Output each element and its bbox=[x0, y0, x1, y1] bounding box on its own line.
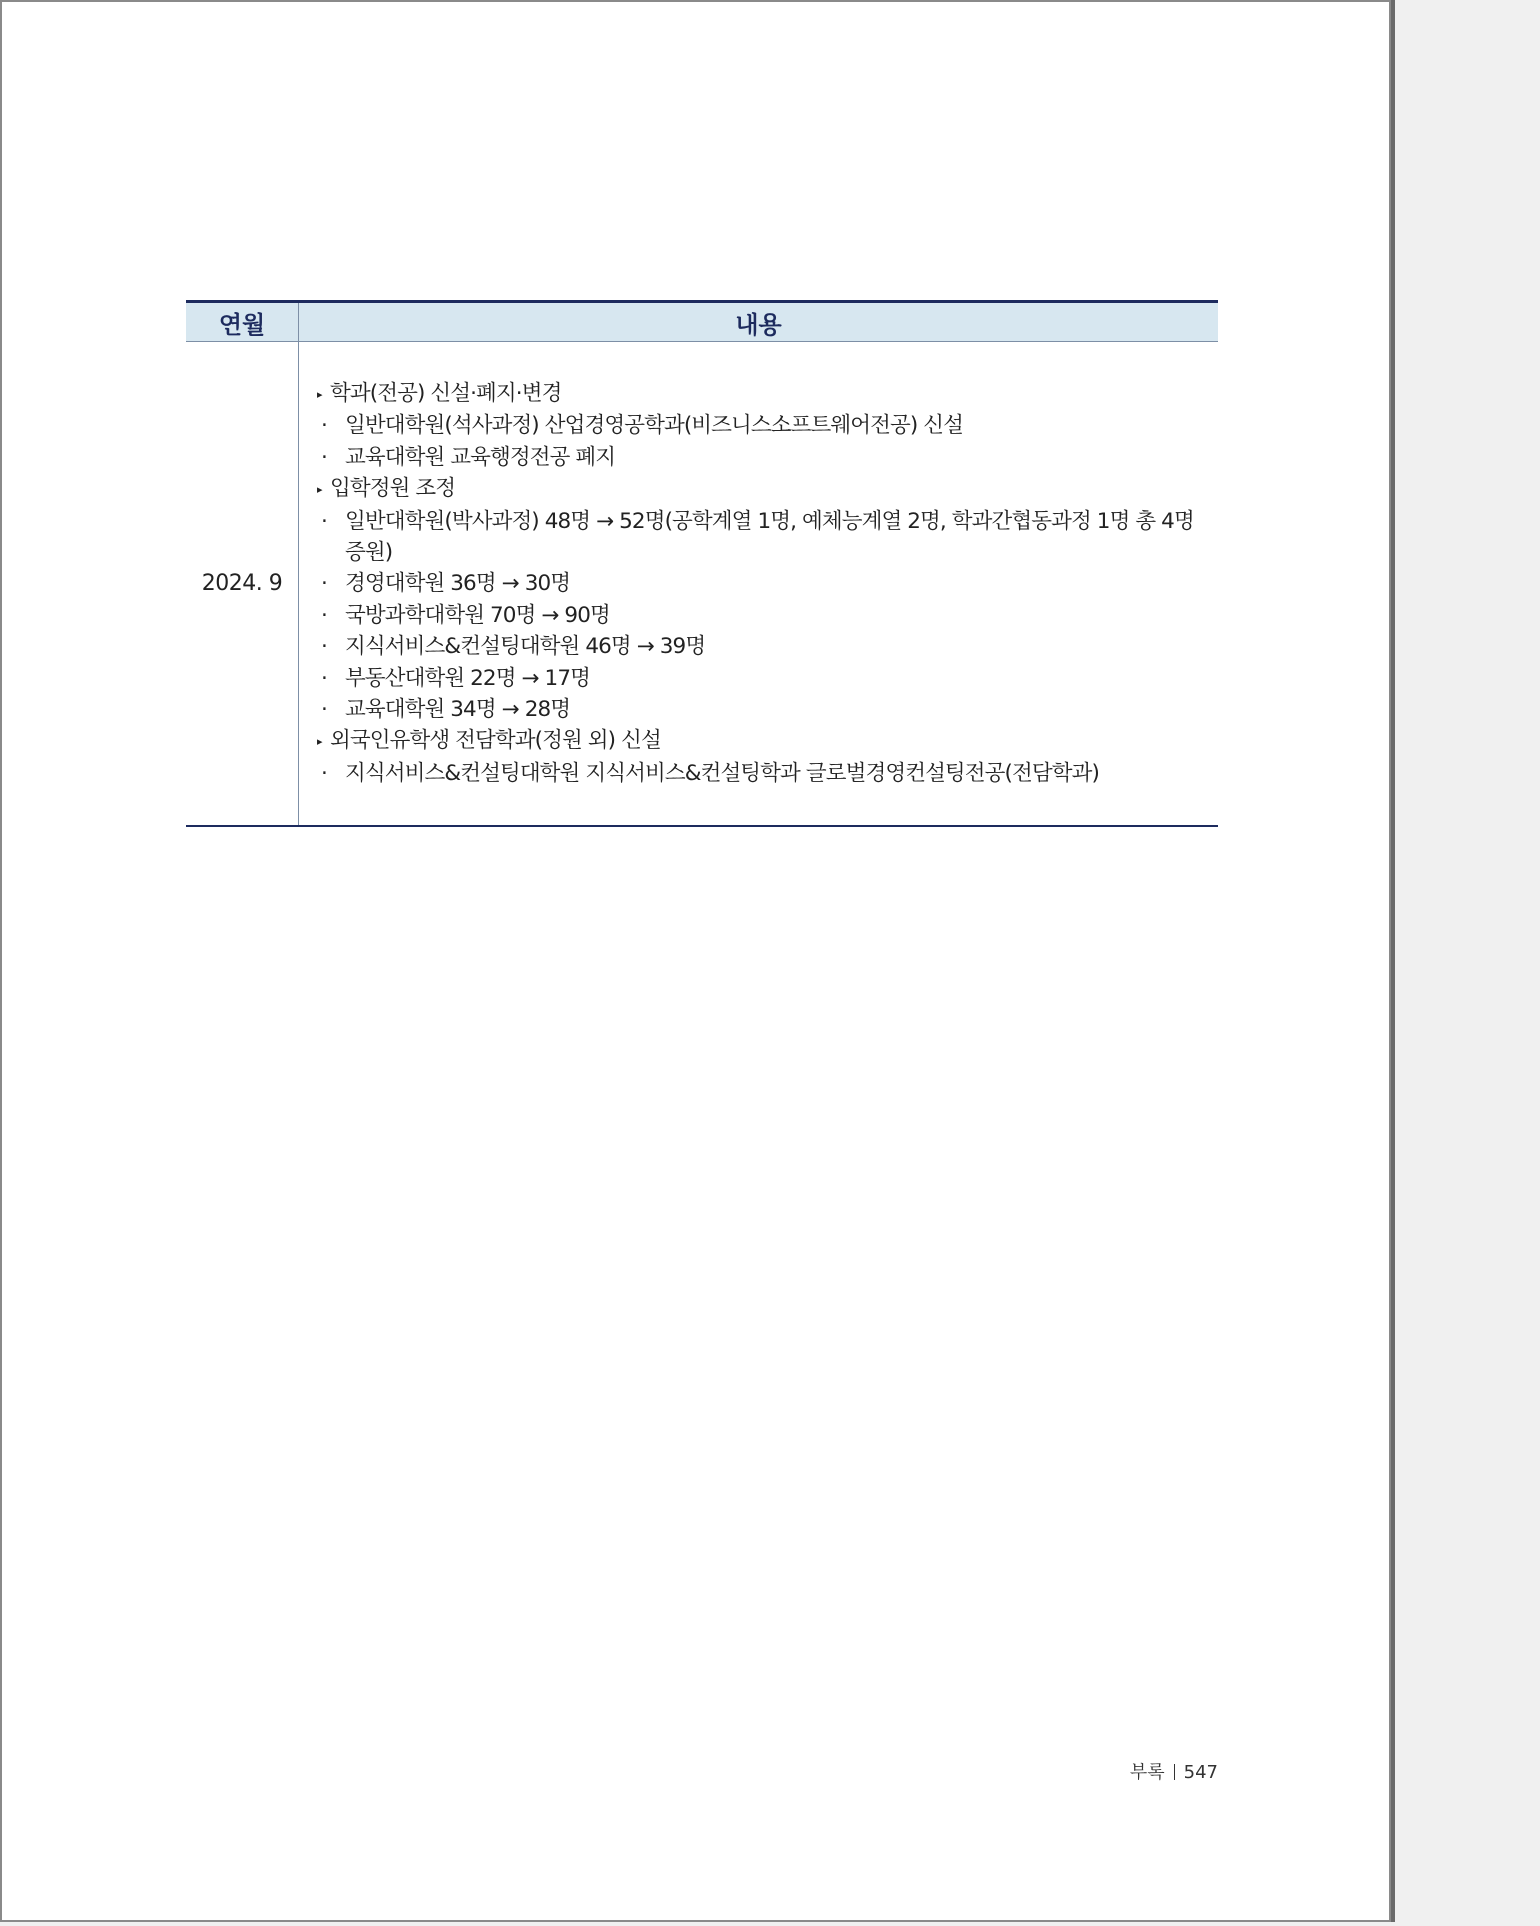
page-footer bbox=[1102, 1758, 1218, 1784]
footer-divider bbox=[1174, 1764, 1175, 1780]
line-text: 교육대학원 교육행정전공 폐지 bbox=[345, 444, 616, 470]
table-header-row bbox=[186, 302, 1218, 342]
line-text: 일반대학원(박사과정) 48명 → 52명(공학계열 1명, 예체능계열 2명, 학과간협동과정 1명 총 4명 bbox=[345, 508, 1194, 534]
section-heading bbox=[317, 473, 1208, 505]
list-item bbox=[317, 506, 1208, 537]
section-heading bbox=[317, 725, 1208, 757]
line-text: 입학정원 조정 bbox=[330, 476, 456, 502]
page-number: 547 bbox=[1183, 1762, 1218, 1783]
dot-bullet-icon: · bbox=[321, 665, 327, 691]
triangle-bullet-icon: ▸ bbox=[317, 483, 322, 497]
line-text: 외국인유학생 전담학과(정원 외) 신설 bbox=[330, 728, 661, 754]
list-item bbox=[317, 410, 1208, 441]
triangle-bullet-icon: ▸ bbox=[317, 735, 322, 749]
triangle-bullet-icon: ▸ bbox=[317, 388, 322, 401]
list-item bbox=[317, 694, 1208, 725]
line-text: 일반대학원(석사과정) 산업경영공학과(비즈니스소프트웨어전공) 신설 bbox=[345, 413, 964, 439]
dot-bullet-icon: · bbox=[321, 602, 327, 628]
header-date: 연월 bbox=[186, 302, 299, 342]
line-text: 증원) bbox=[345, 540, 393, 566]
dot-bullet-icon: · bbox=[321, 413, 327, 439]
dot-bullet-icon: · bbox=[321, 444, 327, 470]
line-text: 지식서비스&컨설팅대학원 46명 → 39명 bbox=[345, 634, 706, 660]
list-item bbox=[317, 663, 1208, 694]
dot-bullet-icon: · bbox=[321, 571, 327, 597]
list-item bbox=[317, 568, 1208, 599]
table-row bbox=[186, 342, 1218, 827]
line-text: 학과(전공) 신설·폐지·변경 bbox=[330, 381, 562, 406]
list-item bbox=[317, 631, 1208, 662]
line-text: 부동산대학원 22명 → 17명 bbox=[345, 665, 590, 691]
dot-bullet-icon: · bbox=[321, 760, 327, 786]
line-text: 경영대학원 36명 → 30명 bbox=[345, 571, 571, 597]
line-text: 지식서비스&컨설팅대학원 지식서비스&컨설팅학과 글로벌경영컨설팅전공(전담학과) bbox=[345, 760, 1099, 786]
dot-bullet-icon: · bbox=[321, 634, 327, 660]
dot-bullet-icon: · bbox=[321, 697, 327, 723]
row-date: 2024. 9 bbox=[186, 342, 299, 827]
list-item bbox=[317, 442, 1208, 473]
list-item bbox=[317, 758, 1208, 789]
list-item bbox=[317, 600, 1208, 631]
history-table bbox=[186, 300, 1218, 827]
dot-bullet-icon: · bbox=[321, 508, 327, 534]
line-text: 국방과학대학원 70명 → 90명 bbox=[345, 602, 610, 628]
line-text: 교육대학원 34명 → 28명 bbox=[345, 697, 571, 723]
row-content bbox=[299, 342, 1219, 827]
footer-section-label: 부록 bbox=[1129, 1762, 1165, 1783]
list-item-continuation bbox=[317, 537, 1208, 568]
section-heading bbox=[317, 378, 1208, 410]
header-content: 내용 bbox=[299, 302, 1219, 342]
